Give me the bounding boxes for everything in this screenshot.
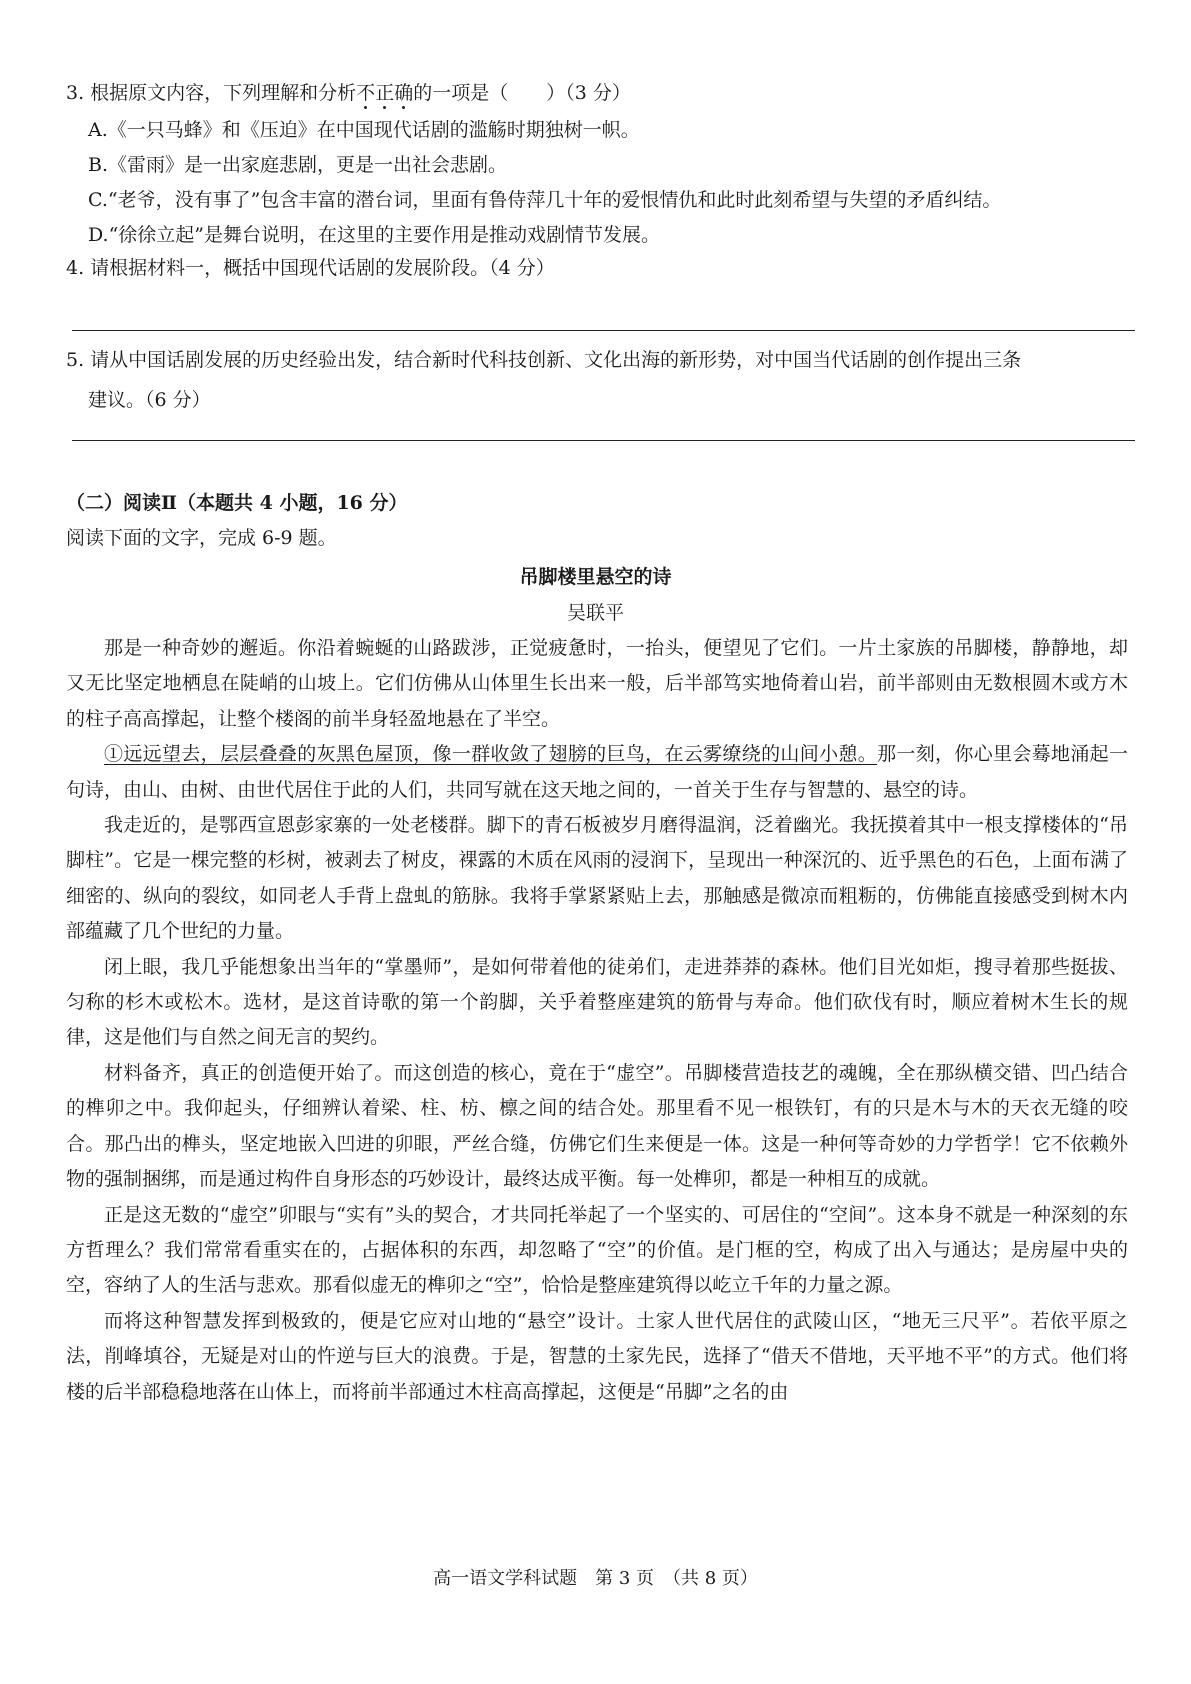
- emphasis-char: 不: [356, 82, 376, 104]
- paragraph: 闭上眼，我几乎能想象出当年的“掌墨师”，是如何带着他的徒弟们，走进莽莽的森林。他们目光如炬，搜寻着那些挺拔、匀称的杉木或松木。选材，是这首诗歌的第一个韵脚，关乎着整座建筑的筋骨与寿命。他们砍伐有时，顺应着树木生长的规律，这是他们与自然之间无言的契约。: [66, 955, 1128, 1049]
- page-footer: 高一语文学科试题 第 3 页 （共 8 页）: [433, 1568, 758, 1589]
- paragraph-text: 那一刻，你心里会蓦地涌起一句诗，由山、由树、由世代居住于此的人们，共同写就在这天地之间的，一首关于生存与智慧的、悬空的诗。: [66, 743, 1128, 801]
- q3-stem-part: 的一项是（ ）（3 分）: [413, 82, 631, 104]
- section-instruction: 阅读下面的文字，完成 6-9 题。: [66, 527, 337, 549]
- article-author: 吴联平: [566, 602, 624, 624]
- question-5-line-2: 建议。（6 分）: [88, 389, 211, 411]
- paragraph: 材料备齐，真正的创造便开始了。而这创造的核心，竟在于“虚空”。吊脚楼营造技艺的魂魄，全在那纵横交错、凹凸结合的榫卯之中。我仰起头，仔细辨认着梁、柱、枋、檩之间的结合处。那里看不见一根铁钉，有的只是木与木的天衣无缝的咬合。那凸出的榫头，坚定地嵌入凹进的卯眼，严丝合缝，仿佛它们生来便是一体。这是一种何等奇妙的力学哲学！它不依赖外物的强制捆绑，而是通过构件自身形态的巧妙设计，最终达成平衡。每一处榫卯，都是一种相互的成就。: [66, 1061, 1128, 1191]
- article-body: [66, 631, 1128, 1410]
- paragraph: 那是一种奇妙的邂逅。你沿着蜿蜒的山路跋涉，正觉疲惫时，一抬头，便望见了它们。一片土家族的吊脚楼，静静地，却又无比坚定地栖息在陡峭的山坡上。它们仿佛从山体里生长出来一般，后半部笃实地倚着山岩，前半部则由无数根圆木或方木的柱子高高撑起，让整个楼阁的前半身轻盈地悬在了半空。: [66, 637, 1128, 730]
- answer-line: [72, 330, 1135, 331]
- question-3-option-b: B.《雷雨》是一出家庭悲剧，更是一出社会悲剧。: [88, 154, 508, 176]
- question-3-option-d: D.“徐徐立起”是舞台说明，在这里的主要作用是推动戏剧情节发展。: [88, 224, 661, 246]
- question-3-option-c: C.“老爷，没有事了”包含丰富的潜台词，里面有鲁侍萍几十年的爱恨情仇和此时此刻希望与失望的矛盾纠结。: [88, 189, 1002, 211]
- emphasis-char: 确: [394, 82, 414, 104]
- question-5-line-1: 5. 请从中国话剧发展的历史经验出发，结合新时代科技创新、文化出海的新形势，对中国当代话剧的创作提出三条: [66, 349, 1022, 371]
- section-title: （二）阅读Ⅱ（本题共 4 小题，16 分）: [66, 492, 408, 514]
- q3-stem-part: 3. 根据原文内容，下列理解和分析: [66, 82, 357, 104]
- question-3-option-a: A.《一只马蜂》和《压迫》在中国现代话剧的滥觞时期独树一帜。: [88, 119, 640, 141]
- paragraph: 而将这种智慧发挥到极致的，便是它应对山地的“悬空”设计。土家人世代居住的武陵山区，“地无三尺平”。若依平原之法，削峰填谷，无疑是对山的忤逆与巨大的浪费。于是，智慧的土家先民，选择了“借天不借地，天平地不平”的方式。他们将楼的后半部稳稳地落在山体上，而将前半部通过木柱高高撑起，这便是“吊脚”之名的由: [66, 1309, 1128, 1403]
- paragraph: 正是这无数的“虚空”卯眼与“实有”头的契合，才共同托举起了一个坚实的、可居住的“空间”。这本身不就是一种深刻的东方哲理么？我们常常看重实在的，占据体积的东西，却忽略了“空”的价值。是门框的空，构成了出入与通达；是房屋中央的空，容纳了人的生活与悲欢。那看似虚无的榫卯之“空”，恰恰是整座建筑得以屹立千年的力量之源。: [66, 1203, 1128, 1297]
- question-3-stem: [66, 76, 1136, 110]
- question-5: [66, 340, 1126, 420]
- emphasis-char: 正: [375, 82, 395, 104]
- paragraph: 我走近的，是鄂西宣恩彭家寨的一处老楼群。脚下的青石板被岁月磨得温润，泛着幽光。我抚摸着其中一根支撑楼体的“吊脚柱”。它是一棵完整的杉树，被剥去了树皮，裸露的木质在风雨的浸润下，呈现出一种深沉的、近乎黑色的石色，上面布满了细密的、纵向的裂纹，如同老人手背上盘虬的筋脉。我将手掌紧紧贴上去，那触感是微凉而粗粝的，仿佛能直接感受到树木内部蕴藏了几个世纪的力量。: [66, 814, 1128, 943]
- question-4: 4. 请根据材料一，概括中国现代话剧的发展阶段。（4 分）: [66, 257, 555, 279]
- answer-line: [72, 440, 1135, 441]
- underlined-sentence-1: ①远远望去，层层叠叠的灰黑色屋顶，像一群收敛了翅膀的巨鸟，在云雾缭绕的山间小憩。: [104, 743, 878, 766]
- article-title: 吊脚楼里悬空的诗: [519, 566, 672, 588]
- paragraph: [66, 737, 1128, 808]
